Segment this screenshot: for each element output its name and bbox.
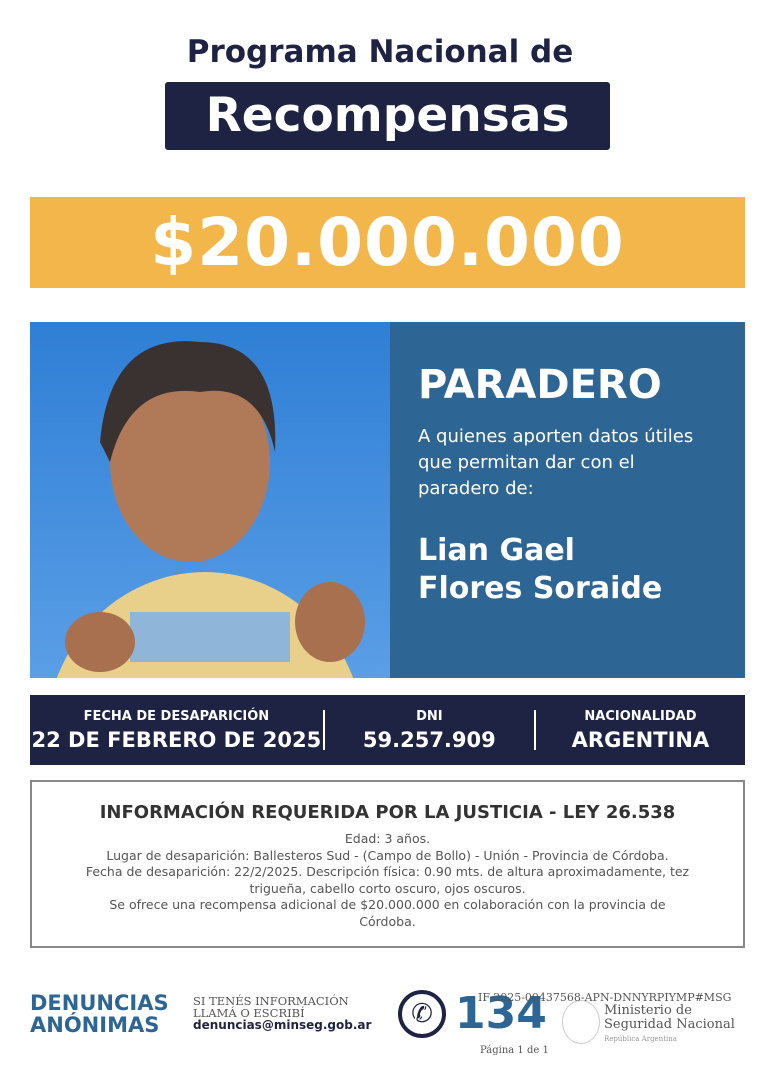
missing-child-photo (30, 322, 390, 678)
dni-value: 59.257.909 (362, 727, 496, 752)
date-value: 22 DE FEBRERO DE 2025 (31, 727, 322, 752)
document-code: IF-2025-00437568-APN-DNNYRPIYMP#MSG (478, 991, 732, 1004)
person-name-first: Lian Gael (418, 533, 575, 568)
ministry-logo (604, 1004, 735, 1046)
reward-amount: $20.000.000 (30, 197, 745, 288)
ministry-line3: República Argentina (604, 1035, 677, 1043)
den-line1: DENUNCIAS (30, 991, 169, 1015)
program-title: Programa Nacional de (186, 34, 574, 70)
nationality-value: ARGENTINA (571, 727, 710, 752)
contact-line2: LLAMÁ O ESCRIBÍ (193, 1006, 305, 1020)
ministry-line1: Ministerio de (604, 1003, 692, 1018)
national-seal-icon (562, 1000, 600, 1044)
details-box (30, 780, 745, 948)
phone-icon: ✆ (398, 990, 446, 1038)
nationality-cell (536, 709, 745, 752)
anonymous-reports (30, 992, 169, 1036)
page-number: Página 1 de 1 (480, 1045, 549, 1056)
info-panel (390, 322, 745, 678)
dni-label: DNI (416, 708, 443, 724)
details-title: INFORMACIÓN REQUERIDA POR LA JUSTICIA - LEY 26.538 (99, 802, 676, 823)
email-link[interactable]: denuncias@minseg.gob.ar (193, 1018, 372, 1032)
details-line: Lugar de desaparición: Ballesteros Sud - (Campo de Bollo) - Unión - Provincia de Córdoba. (106, 847, 669, 863)
panel-title: PARADERO (418, 362, 662, 408)
dni-cell (325, 709, 534, 752)
phone-number[interactable]: 134 (455, 988, 547, 1039)
program-title-box: Recompensas (165, 82, 610, 150)
child-photo-illustration (30, 322, 390, 678)
person-name-last: Flores Soraide (418, 571, 663, 606)
info-bar (30, 695, 745, 765)
nationality-label: NACIONALIDAD (584, 708, 697, 724)
contact-info (193, 995, 371, 1031)
contact-line1: SI TENÉS INFORMACIÓN (193, 994, 349, 1008)
details-line: Fecha de desaparición: 22/2/2025. Descripción física: 0.90 mts. de altura aproximadamente, tez trigueña, cabello corto oscuro, ojos oscuros. (85, 864, 690, 896)
details-line: Se ofrece una recompensa adicional de $20.000.000 en colaboración con la provincia de Córdoba. (109, 897, 666, 929)
panel-text: A quienes aporten datos útiles que permitan dar con el paradero de: (418, 426, 694, 499)
den-line2: ANÓNIMAS (30, 1013, 160, 1037)
date-cell (30, 709, 323, 752)
date-label: FECHA DE DESAPARICIÓN (83, 708, 270, 724)
details-line: Edad: 3 años. (344, 831, 431, 846)
ministry-line2: Seguridad Nacional (604, 1017, 735, 1032)
